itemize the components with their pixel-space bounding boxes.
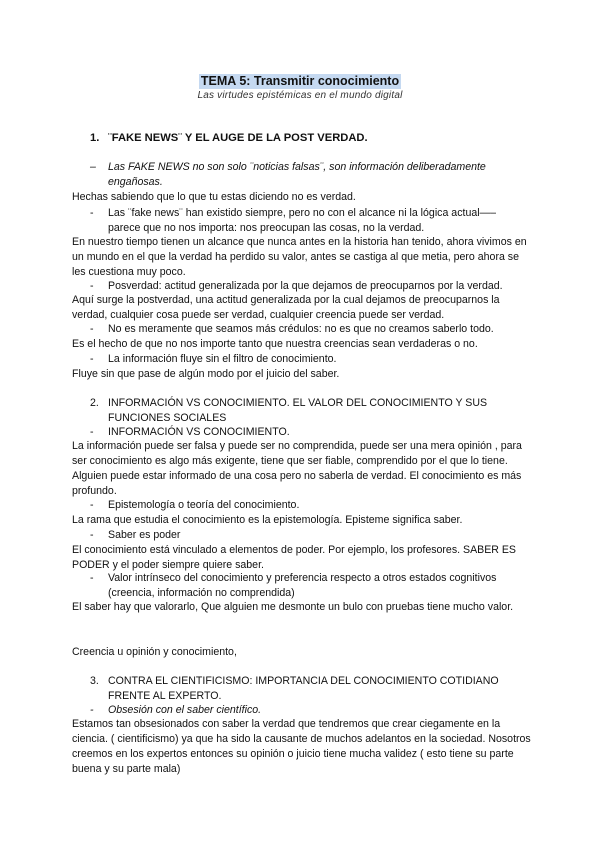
- s1-dash-2: [90, 206, 530, 235]
- dash-bullet: –: [90, 161, 96, 173]
- section-2-number: 2.: [90, 397, 99, 409]
- s1-para-2: En nuestro tiempo tienen un alcance que nunca antes en la historia han tenido, ahora vivimos en un mundo en el que la verdad ha perdido su valor, antes se castiga al que metia, pero ahora se les cuestiona muy poco.: [72, 236, 527, 278]
- s2-dash-3: [90, 528, 530, 543]
- dash-bullet: -: [90, 323, 94, 335]
- section-1-number: 1.: [90, 132, 100, 144]
- s1-dash-1: [90, 160, 530, 189]
- s2-para-2: La rama que estudia el conocimiento es la epistemología. Episteme significa saber.: [72, 514, 463, 526]
- s2-para-4: El saber hay que valorarlo, Que alguien me desmonte un bulo con pruebas tiene mucho valor.: [72, 601, 514, 613]
- s1-dash-5-text: La información fluye sin el filtro de conocimiento.: [108, 353, 337, 365]
- dash-bullet: -: [90, 280, 94, 292]
- s2-para-3: El conocimiento está vinculado a elementos de poder. Por ejemplo, los profesores. SABER ES PODER y el poder siempre quiere saber.: [72, 544, 517, 571]
- s2-dash-2: [90, 498, 530, 513]
- s2-dash-3-text: Saber es poder: [108, 529, 181, 541]
- document-title: TEMA 5: Transmitir conocimiento: [200, 74, 400, 88]
- dash-bullet: -: [90, 572, 94, 584]
- s2-dash-4-text: Valor intrínseco del conocimiento y preferencia respecto a otros estados cognitivos (creencia, información no comprendida): [108, 572, 497, 599]
- dash-bullet: -: [90, 353, 94, 365]
- s3-para-1: Estamos tan obsesionados con saber la verdad que tendremos que crear ciegamente en la ciencia. ( cientificismo) ya que ha sido la causante de muchos adelantos en la sociedad. Nosotros creemos en los expertos entonces su opinión o juicio tiene mucha validez ( esto tiene su parte buena y su parte mala): [72, 718, 531, 775]
- s1-para-3: Aquí surge la postverdad, una actitud generalizada por la cual dejamos de preocuparnos la verdad, cualquier cosa puede ser verdad, cualquier creencia puede ser verdad.: [72, 294, 500, 321]
- s1-dash-2-text: Las ¨fake news¨ han existido siempre, pero no con el alcance ni la lógica actual—– parece que no nos importa: nos preocupan las cosas, no la verdad.: [108, 207, 497, 234]
- section-2-heading: [90, 396, 530, 425]
- s1-dash-3: [90, 279, 530, 294]
- s1-para-1: Hechas sabiendo que lo que tu estas diciendo no es verdad.: [72, 191, 356, 203]
- s1-dash-1-text: Las FAKE NEWS no son solo ¨noticias falsas¨, son información deliberadamente engañosas.: [108, 161, 486, 188]
- dash-bullet: -: [90, 426, 94, 438]
- dash-bullet: -: [90, 704, 94, 716]
- dash-bullet: -: [90, 207, 94, 219]
- section-3-title: CONTRA EL CIENTIFICISMO: IMPORTANCIA DEL CONOCIMIENTO COTIDIANO FRENTE AL EXPERTO.: [108, 675, 499, 702]
- section-1-heading: [90, 132, 368, 144]
- s1-para-4: Es el hecho de que no nos importe tanto que nuestra creencias sean verdaderas o no.: [72, 338, 478, 350]
- title-wrap: [0, 72, 600, 90]
- s2-dash-1: [90, 425, 530, 440]
- s2-dash-1-text: INFORMACIÓN VS CONOCIMIENTO.: [108, 426, 290, 438]
- section-3-heading: [90, 674, 530, 703]
- dash-bullet: -: [90, 499, 94, 511]
- s2-dash-4: [90, 571, 530, 600]
- s2-dash-2-text: Epistemología o teoría del conocimiento.: [108, 499, 300, 511]
- s2-para-5: Creencia u opinión y conocimiento,: [72, 646, 237, 658]
- section-3-number: 3.: [90, 675, 99, 687]
- s1-dash-5: [90, 352, 530, 367]
- section-2-title: INFORMACIÓN VS CONOCIMIENTO. EL VALOR DEL CONOCIMIENTO Y SUS FUNCIONES SOCIALES: [108, 397, 488, 424]
- s1-dash-4: [90, 322, 530, 337]
- s1-dash-4-text: No es meramente que seamos más crédulos: no es que no creamos saberlo todo.: [108, 323, 494, 335]
- dash-bullet: -: [90, 529, 94, 541]
- section-1-title: ¨FAKE NEWS¨ Y EL AUGE DE LA POST VERDAD.: [108, 132, 368, 144]
- s3-dash-1: [90, 703, 530, 718]
- s2-para-1: La información puede ser falsa y puede ser no comprendida, puede ser una mera opinión , para ser conocimiento es algo más exigente, tiene que ser fiable, comprendido por el que lo tiene. Alguien puede estar informado de una cosa pero no saberla de verdad. El conocimiento es más profundo.: [72, 440, 522, 497]
- s3-dash-1-text: Obsesión con el saber científico.: [108, 704, 262, 716]
- document-subtitle: Las virtudes epistémicas en el mundo digital: [197, 90, 403, 101]
- s1-para-5: Fluye sin que pase de algún modo por el juicio del saber.: [72, 368, 340, 380]
- s1-dash-3-text: Posverdad: actitud generalizada por la que dejamos de preocuparnos por la verdad.: [108, 280, 503, 292]
